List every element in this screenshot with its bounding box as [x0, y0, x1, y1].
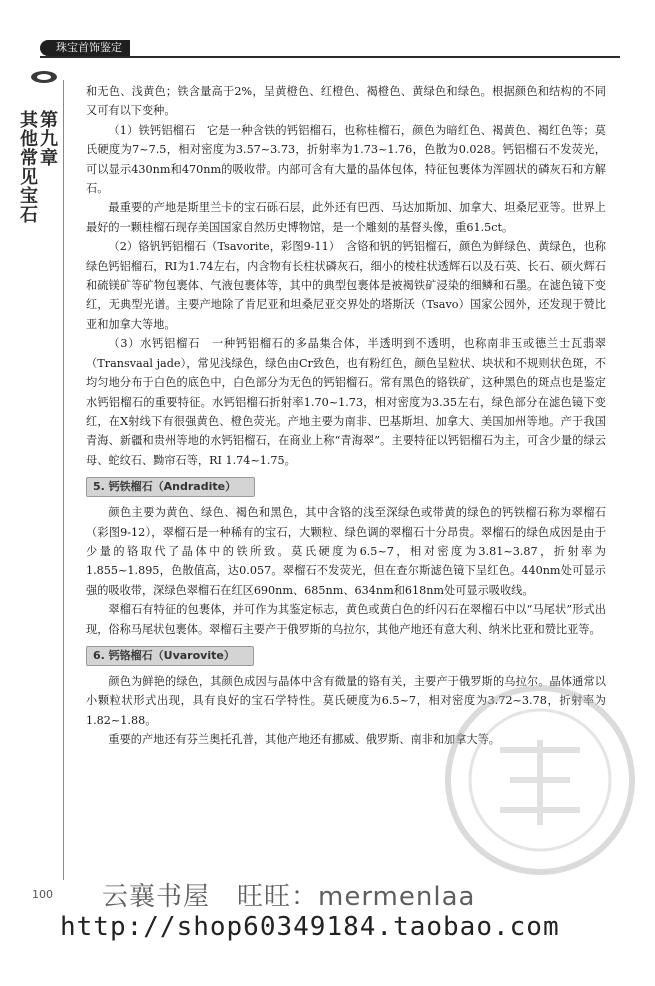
page-content	[86, 82, 606, 750]
paragraph: 翠榴石有特征的包裹体，并可作为其鉴定标志，黄色或黄白色的纤闪石在翠榴石中以“马尾状”形式出现，俗称马尾状包裹体。翠榴石主要产于俄罗斯的乌拉尔，其他产地还有意大利、纳米比亚和赞比亚等。	[86, 603, 606, 636]
paragraph: （2）铬钒钙铝榴石（Tsavorite，彩图9-11） 含铬和钒的钙铝榴石，颜色为鲜绿色、黄绿色，也称绿色钙铝榴石，RI为1.74左右，内含物有长柱状磷灰石，细小的棱柱状透辉石以及石英、长石、硕火辉石和硫镁矿等矿物包裹体、气液包裹体等，其中的典型包裹体是被褐铁矿浸染的细鳞和石墨。在滤色镜下变红，无典型光谱。主要产地除了肯尼亚和坦桑尼亚交界处的塔斯沃（Tsavo）国家公园外，还发现于赞比亚和加拿大等地。	[86, 240, 606, 331]
chapter-title: 其他常见宝石	[17, 110, 38, 224]
paragraph: 和无色、浅黄色；铁含量高于2%，呈黄橙色、红橙色、褐橙色、黄绿色和绿色。根据颜色和结构的不同又可有以下变种。	[86, 85, 606, 118]
paragraph: 重要的产地还有芬兰奥托孔普，其他产地还有挪威、俄罗斯、南非和加拿大等。	[108, 733, 500, 747]
section-heading-uvarovite: 6. 钙铬榴石（Uvarovite）	[86, 646, 254, 666]
watermark-seal-icon	[440, 680, 640, 880]
chapter-sidebar	[17, 110, 58, 224]
chapter-ornament-icon	[30, 70, 58, 84]
paragraph: 颜色为鲜艳的绿色，其颜色成因与晶体中含有微量的铬有关，主要产于俄罗斯的乌拉尔。晶体通常以小颗粒状形式出现，具有良好的宝石学特性。莫氏硬度为6.5~7，相对密度为3.72~3.78，折射率为1.82~1.88。	[86, 674, 606, 727]
paragraph: （1）铁钙铝榴石 它是一种含铁的钙铝榴石，也称桂榴石，颜色为暗红色、褐黄色、褐红色等；莫氏硬度为7~7.5，相对密度为3.57~3.73，折射率为1.73~1.76，色散为0.028。钙铝榴石不发荧光，可以显示430nm和470nm的吸收带。内部可含有大量的晶体包体，特征包裹体为浑圆状的磷灰石和方解石。	[86, 123, 606, 196]
paragraph: 颜色主要为黄色、绿色、褐色和黑色，其中含铬的浅至深绿色或带黄的绿色的钙铁榴石称为翠榴石（彩图9-12），翠榴石是一种稀有的宝石，大颗粒、绿色调的翠榴石十分昂贵。翠榴石的绿色成因是由于少量的铬取代了晶体中的铁所致。莫氏硬度为6.5~7，相对密度为3.81~3.87，折射率为1.855~1.895，色散值高，达0.057。翠榴石不发荧光，但在查尔斯滤色镜下呈红色。440nm处可显示强的吸收带，深绿色翠榴石在红区690nm、685nm、634nm和618nm处可显示吸收线。	[86, 506, 606, 597]
paragraph: （3）水钙铝榴石 一种钙铝榴石的多晶集合体，半透明到不透明，也称南非玉或德兰士瓦翡翠（Transvaal jade），常见浅绿色，绿色由Cr致色，也有粉红色，颜色呈粒状、块状和不规则状色斑，不均匀地分布于白色的底色中，白色部分为无色的钙铝榴石。常有黑色的铬铁矿，这种黑色的斑点也是鉴定水钙铝榴石的重要特征。水钙铝榴石折射率1.70~1.73，相对密度为3.35左右，绿色部分在滤色镜下变红，在X射线下有很强黄色、橙色荧光。产地主要为南非、巴基斯坦、加拿大、美国加州等地。产于我国青海、新疆和贵州等地的水钙铝榴石，在商业上称“青海翠”。主要特征以钙铝榴石为主，可含少量的绿云母、蛇纹石、黝帘石等，RI 1.74~1.75。	[86, 337, 606, 467]
watermark-store-name: 云襄书屋 旺旺：mermenlaa	[102, 882, 476, 912]
header-rule	[40, 56, 620, 58]
paragraph: 最重要的产地是斯里兰卡的宝石砾石层，此外还有巴西、马达加斯加、加拿大、坦桑尼亚等。世界上最好的一颗桂榴石现存美国国家自然历史博物馆，是一个雕刻的基督头像，重61.5ct。	[86, 201, 606, 234]
page-number: 100	[32, 888, 53, 901]
book-title-tag: 珠宝首饰鉴定	[40, 40, 130, 56]
sidebar-rule	[63, 80, 64, 880]
top-band	[0, 0, 655, 42]
section-heading-andradite: 5. 钙铁榴石（Andradite）	[86, 477, 255, 497]
chapter-number: 第九章	[37, 110, 58, 167]
watermark-url: http://shop60349184.taobao.com	[60, 912, 560, 942]
